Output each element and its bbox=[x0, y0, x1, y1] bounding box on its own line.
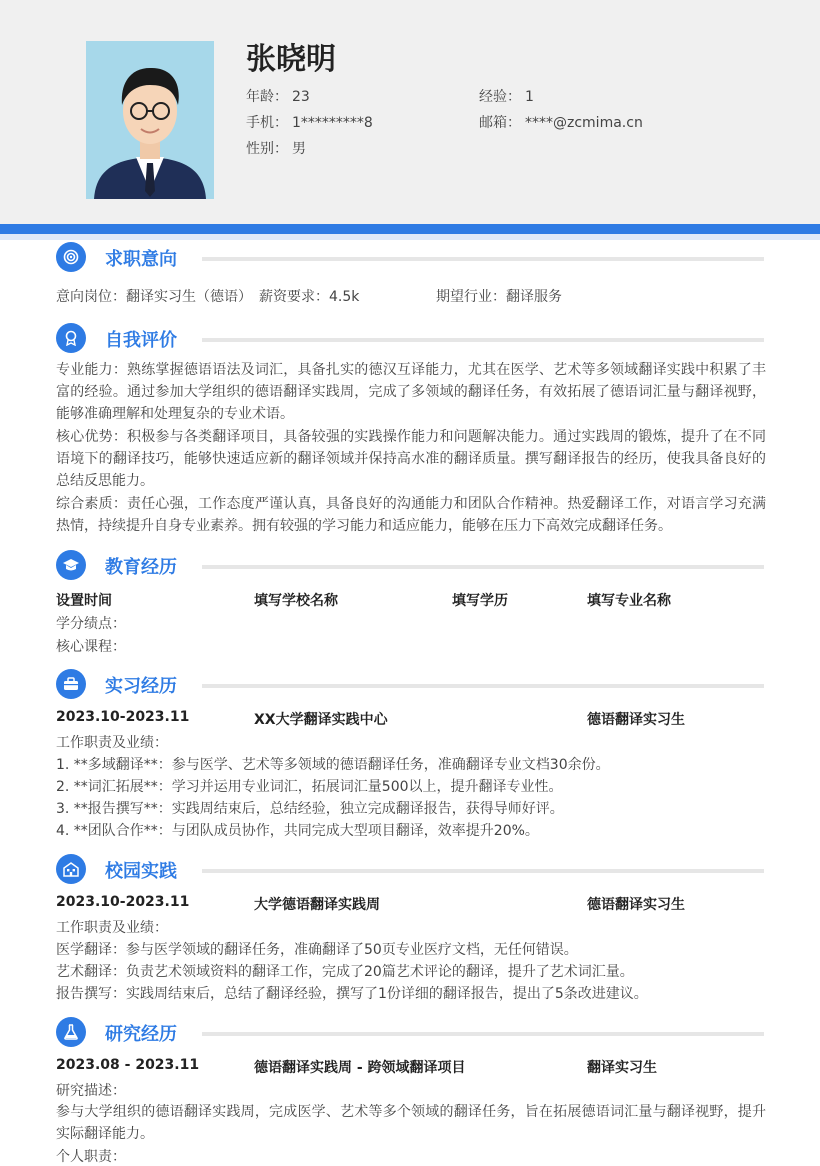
research-desc-label: 研究描述： bbox=[56, 1083, 126, 1099]
gender-label: 性别： bbox=[246, 141, 288, 157]
section-title: 教育经历 bbox=[105, 557, 177, 578]
intern-item: 4. **团队合作**：与团队成员协作，共同完成大型项目翻译，效率提升20%。 bbox=[56, 823, 539, 839]
gender-field bbox=[246, 138, 306, 158]
briefcase-icon bbox=[56, 669, 86, 699]
section-divider bbox=[202, 869, 764, 873]
research-duty-label: 个人职责： bbox=[56, 1149, 126, 1165]
email-field bbox=[479, 112, 643, 132]
campus-item: 报告撰写：实践周结束后，总结了翻译经验，撰写了1份详细的翻译报告，提出了5条改进建议。 bbox=[56, 986, 648, 1002]
phone-label: 手机： bbox=[246, 115, 288, 131]
campus-item: 艺术翻译：负责艺术领域资料的翻译工作，完成了20篇艺术评论的翻译，提升了艺术词汇量。 bbox=[56, 964, 634, 980]
section-title: 校园实践 bbox=[105, 861, 177, 882]
phone-value: 1*********8 bbox=[292, 115, 373, 131]
gender-value: 男 bbox=[292, 141, 306, 157]
section-campus-practice bbox=[56, 854, 764, 886]
edu-school: 填写学校名称 bbox=[254, 593, 338, 609]
experience-label: 经验： bbox=[479, 89, 521, 105]
campus-item: 医学翻译：参与医学领域的翻译任务，准确翻译了50页专业医疗文档，无任何错误。 bbox=[56, 942, 578, 958]
building-icon bbox=[56, 854, 86, 884]
intern-role: 德语翻译实习生 bbox=[587, 712, 685, 728]
edu-degree: 填写学历 bbox=[452, 593, 508, 609]
section-divider bbox=[202, 257, 764, 261]
campus-time: 2023.10-2023.11 bbox=[56, 894, 190, 910]
target-icon bbox=[56, 242, 86, 272]
section-divider bbox=[202, 1032, 764, 1036]
section-education bbox=[56, 550, 764, 582]
research-description: 参与大学组织的德语翻译实践周，完成医学、艺术等多个领域的翻译任务，旨在拓展德语词汇量与翻译视野，提升实际翻译能力。 bbox=[56, 1104, 766, 1142]
header-accent-bar bbox=[0, 224, 820, 234]
self-eval-professional: 专业能力：熟练掌握德语语法及词汇，具备扎实的德汉互译能力，尤其在医学、艺术等多领域翻译实践中积累了丰富的经验。通过参加大学组织的德语翻译实践周，完成了多领域的翻译任务，有效拓展了德语词汇量与翻译视野，能够准确理解和处理复杂的专业术语。 bbox=[56, 362, 766, 422]
research-role: 翻译实习生 bbox=[587, 1060, 657, 1076]
section-title: 求职意向 bbox=[105, 249, 177, 270]
intent-position: 意向岗位：翻译实习生（德语） bbox=[56, 289, 252, 305]
intern-item: 1. **多域翻译**：参与医学、艺术等多领域的德语翻译任务，准确翻译专业文档30余份。 bbox=[56, 757, 610, 773]
header-accent-stripe bbox=[0, 234, 820, 240]
section-internship bbox=[56, 669, 764, 701]
email-label: 邮箱： bbox=[479, 115, 521, 131]
research-project: 德语翻译实践周 - 跨领域翻译项目 bbox=[254, 1060, 466, 1076]
experience-value: 1 bbox=[525, 89, 534, 105]
section-divider bbox=[202, 565, 764, 569]
section-job-intent bbox=[56, 242, 764, 274]
intern-item: 2. **词汇拓展**：学习并运用专业词汇，拓展词汇量500以上，提升翻译专业性。 bbox=[56, 779, 563, 795]
age-value: 23 bbox=[292, 89, 310, 105]
self-eval-strengths: 核心优势：积极参与各类翻译项目，具备较强的实践操作能力和问题解决能力。通过实践周的锻炼，提升了在不同语境下的翻译技巧，能够快速适应新的翻译领域并保持高水准的翻译质量。撰写翻译报告的经历，使我具备良好的总结反思能力。 bbox=[56, 429, 766, 489]
intern-duty-label: 工作职责及业绩： bbox=[56, 735, 168, 751]
experience-field bbox=[479, 86, 534, 106]
intern-org: XX大学翻译实践中心 bbox=[254, 712, 388, 728]
age-label: 年龄： bbox=[246, 89, 288, 105]
graduation-cap-icon bbox=[56, 550, 86, 580]
section-self-evaluation bbox=[56, 323, 764, 355]
intern-time: 2023.10-2023.11 bbox=[56, 709, 190, 725]
intent-salary: 薪资要求：4.5k bbox=[259, 289, 360, 305]
research-time: 2023.08 - 2023.11 bbox=[56, 1057, 200, 1073]
section-title: 实习经历 bbox=[105, 676, 177, 697]
intern-item: 3. **报告撰写**：实践周结束后，总结经验，独立完成翻译报告，获得导师好评。 bbox=[56, 801, 564, 817]
edu-courses: 核心课程： bbox=[56, 639, 126, 655]
self-eval-qualities: 综合素质：责任心强，工作态度严谨认真，具备良好的沟通能力和团队合作精神。热爱翻译工作，对语言学习充满热情，持续提升自身专业素养。拥有较强的学习能力和适应能力，能够在压力下高效完成翻译任务。 bbox=[56, 496, 766, 534]
edu-major: 填写专业名称 bbox=[587, 593, 671, 609]
campus-org: 大学德语翻译实践周 bbox=[254, 897, 380, 913]
campus-role: 德语翻译实习生 bbox=[587, 897, 685, 913]
phone-field bbox=[246, 112, 373, 132]
campus-duty-label: 工作职责及业绩： bbox=[56, 920, 168, 936]
intent-industry: 期望行业：翻译服务 bbox=[436, 289, 562, 305]
candidate-name: 张晓明 bbox=[246, 42, 336, 77]
section-divider bbox=[202, 338, 764, 342]
flask-icon bbox=[56, 1017, 86, 1047]
section-title: 自我评价 bbox=[105, 330, 177, 351]
email-value: ****@zcmima.cn bbox=[525, 115, 643, 131]
section-title: 研究经历 bbox=[105, 1024, 177, 1045]
medal-icon bbox=[56, 323, 86, 353]
section-divider bbox=[202, 684, 764, 688]
section-research bbox=[56, 1017, 764, 1049]
edu-time: 设置时间 bbox=[56, 593, 112, 609]
edu-gpa: 学分绩点： bbox=[56, 616, 126, 632]
age-field bbox=[246, 86, 310, 106]
avatar-photo bbox=[86, 41, 214, 199]
